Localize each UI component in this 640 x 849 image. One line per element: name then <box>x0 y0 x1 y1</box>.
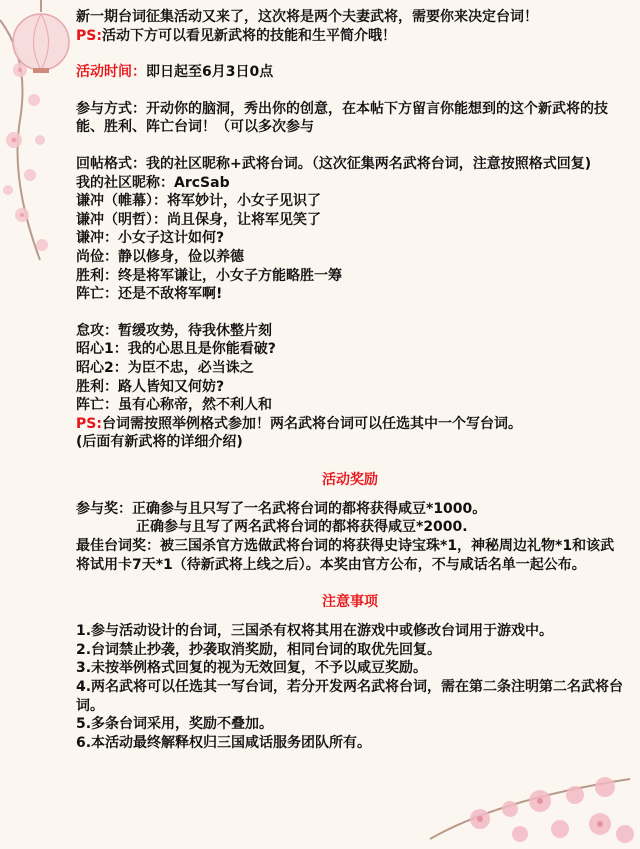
event-time-label: 活动时间： <box>76 64 146 81</box>
format-line: 我的社区昵称：ArcSab <box>76 174 230 191</box>
note-item: 3.未按举例格式回复的视为无效回复，不予以咸豆奖励。 <box>76 660 428 677</box>
format-ps-text: 台词需按照举例格式参加！两名武将台词可以任选其中一个写台词。 <box>101 415 522 432</box>
note-item: 2.台词禁止抄袭，抄袭取消奖励，相同台词的取优先回复。 <box>76 641 442 658</box>
format-line: 昭心2：为臣不忠，必当诛之 <box>76 359 254 376</box>
intro-ps <box>76 27 624 46</box>
format-line: 胜利：终是将军谦让，小女子方能略胜一筹 <box>76 267 342 284</box>
format-line: 怠攻：暂缓攻势，待我休整片刻 <box>76 322 272 339</box>
note-item: 4.两名武将可以任选其一写台词，若分开发两名武将台词，需在第二条注明第二名武将台词。 <box>76 679 624 714</box>
intro-line: 新一期台词征集活动又来了，这次将是两个夫妻武将，需要你来决定台词！ <box>76 9 538 25</box>
format-line: 谦冲（帷幕）：将军妙计，小女子见识了 <box>76 193 321 210</box>
note-item: 5.多条台词采用，奖励不叠加。 <box>76 716 274 733</box>
participation-method: 参与方式：开动你的脑洞，秀出你的创意，在本帖下方留言你能想到的这个新武将的技能、胜利、阵亡台词！（可以多次参与 <box>76 100 608 136</box>
note-item: 6.本活动最终解释权归三国咸话服务团队所有。 <box>76 734 372 751</box>
format-line: 昭心1：我的心思且是你能看破? <box>76 341 276 358</box>
format-ps-label: PS: <box>76 415 102 432</box>
format-ps <box>76 415 624 434</box>
rewards-title: 活动奖励 <box>322 471 378 488</box>
format-line: 谦冲：小女子这计如何? <box>76 230 225 247</box>
blossom-cluster-bottom-right-icon <box>420 739 640 849</box>
notes-title: 注意事项 <box>322 594 378 611</box>
format-ps-note: (后面有新武将的详细介绍) <box>76 434 243 451</box>
format-line: 胜利：路人皆知又何妨? <box>76 378 225 395</box>
lantern-icon <box>6 0 76 80</box>
event-time-value: 即日起至6月3日0点 <box>146 64 274 81</box>
event-time <box>76 63 624 82</box>
reward-line: 正确参与且写了两名武将台词的都将获得咸豆*2000. <box>136 519 468 536</box>
note-item: 1.参与活动设计的台词，三国杀有权将其用在游戏中或修改台词用于游戏中。 <box>76 623 554 640</box>
announcement-document <box>76 8 624 752</box>
ps-text: 活动下方可以看见新武将的技能和生平简介哦！ <box>101 27 396 44</box>
format-line: 阵亡：虽有心称帝，然不利人和 <box>76 397 272 414</box>
format-line: 谦冲（明哲）：尚且保身，让将军见笑了 <box>76 211 321 228</box>
reward-line: 参与奖：正确参与且只写了一名武将台词的都将获得咸豆*1000。 <box>76 500 487 517</box>
reply-format-intro: 回帖格式：我的社区昵称+武将台词。（这次征集两名武将台词，注意按照格式回复) <box>76 155 592 172</box>
reward-line: 最佳台词奖：被三国杀官方选做武将台词的将获得史诗宝珠*1，神秘周边礼物*1和该武将试用卡7天*1（待新武将上线之后）。本奖由官方公布，不与咸话名单一起公布。 <box>76 538 615 573</box>
ps-label: PS: <box>76 27 102 44</box>
format-line: 尚俭：静以修身，俭以养德 <box>76 248 244 265</box>
format-line: 阵亡：还是不敌将军啊! <box>76 286 223 303</box>
